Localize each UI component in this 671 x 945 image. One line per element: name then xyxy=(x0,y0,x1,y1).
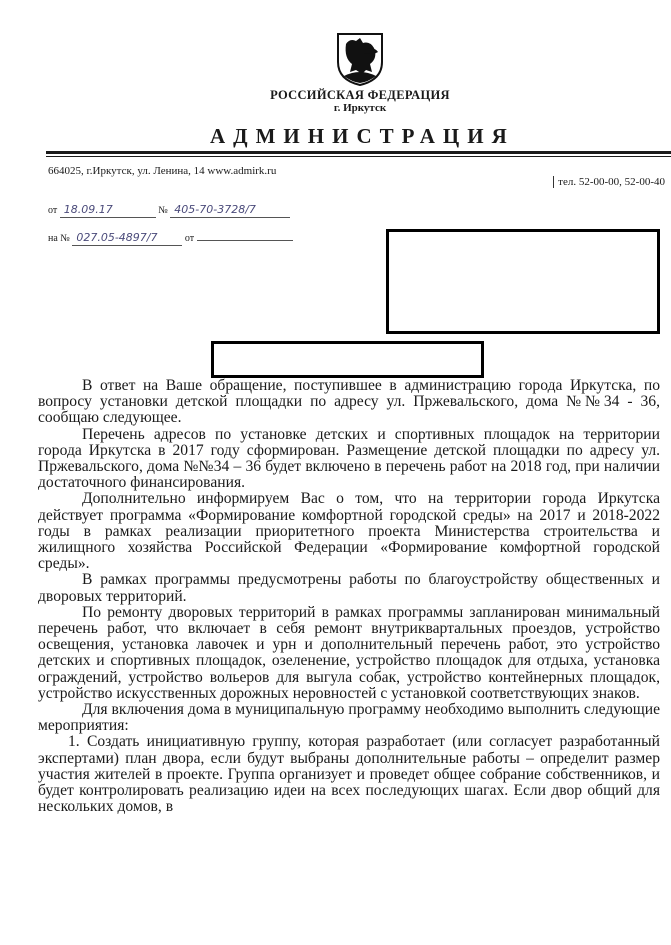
paragraph: Для включения дома в муниципальную программу необходимо выполнить следующие мероприятия: xyxy=(38,701,660,735)
ref-label: на № xyxy=(48,233,70,244)
ref-from-label: от xyxy=(184,233,195,244)
header-divider xyxy=(46,151,671,154)
paragraph: В ответ на Ваше обращение, поступившее в администрацию города Иркутска, по вопросу установки детской площадки по адресу ул. Пржевальского, дома №№34 - 36, сообщаю следующее. xyxy=(38,377,660,427)
paragraph: По ремонту дворовых территорий в рамках программы запланирован минимальный перечень работ, что включает в себя ремонт внутриквартальных проездов, устройство освещения, установка лавочек и урн и дополнительный перечень работ, это устройство детских и спортивных площадок, озеленение, устройство площадок для отдыха, установка ограждений, устройство вольеров для выгула собак, устройство контейнерных площадок, устройство искусственных дорожных неровностей с установкой соответствующих знаков. xyxy=(38,603,660,702)
incoming-reference-row xyxy=(48,228,293,246)
outgoing-reference-row xyxy=(48,203,290,218)
paragraph: В рамках программы предусмотрены работы по благоустройству общественных и дворовых территорий. xyxy=(38,571,660,605)
number-value: 405-70-3728/7 xyxy=(170,203,290,218)
paragraph: Дополнительно информируем Вас о том, что на территории города Иркутска действует программа «Формирование комфортной городской среды» на 2017 и 2018-2022 годы в рамках реализации приоритетного проекта Министерства строительства и жилищного хозяйства Российской Федерации «Формирование комфортной городской среды». xyxy=(38,490,660,573)
list-item: 1. Создать инициативную группу, которая разработает (или согласует разработанный экспертами) план двора, если будут выбраны дополнительные работы – определит размер участия жителей в проекте. Группа организует и проведет общее собрание собственников, и будет контролировать реализацию идеи на всех последующих шагах. Если двор общий для нескольких домов, в xyxy=(38,733,660,816)
ref-value: 027.05-4897/7 xyxy=(72,231,182,246)
date-value: 18.09.17 xyxy=(60,203,156,218)
redacted-salutation-block xyxy=(211,341,484,378)
number-label: № xyxy=(158,205,168,216)
irkutsk-coat-of-arms-icon xyxy=(334,32,386,86)
ref-date-blank xyxy=(197,228,293,241)
page-title: АДМИНИСТРАЦИЯ xyxy=(210,124,515,148)
paragraph: Перечень адресов по установке детских и спортивных площадок на территории города Иркутска в 2017 году сформирован. Размещение детской площадки по адресу ул. Пржевальского, дома №№34 – 36 будет включено в перечень работ на 2018 год, при наличии достаточного финансирования. xyxy=(38,425,660,492)
phone-line: тел. 52-00-00, 52-00-40 xyxy=(553,176,665,188)
city-name: г. Иркутск xyxy=(333,102,387,114)
address-line: 664025, г.Иркутск, ул. Ленина, 14 www.admirk.ru xyxy=(48,165,277,177)
header-divider-thin xyxy=(46,156,671,157)
letter-body xyxy=(38,378,660,815)
date-label: от xyxy=(48,205,58,216)
redacted-recipient-block xyxy=(386,229,660,334)
country-name: РОССИЙСКАЯ ФЕДЕРАЦИЯ xyxy=(270,88,450,102)
